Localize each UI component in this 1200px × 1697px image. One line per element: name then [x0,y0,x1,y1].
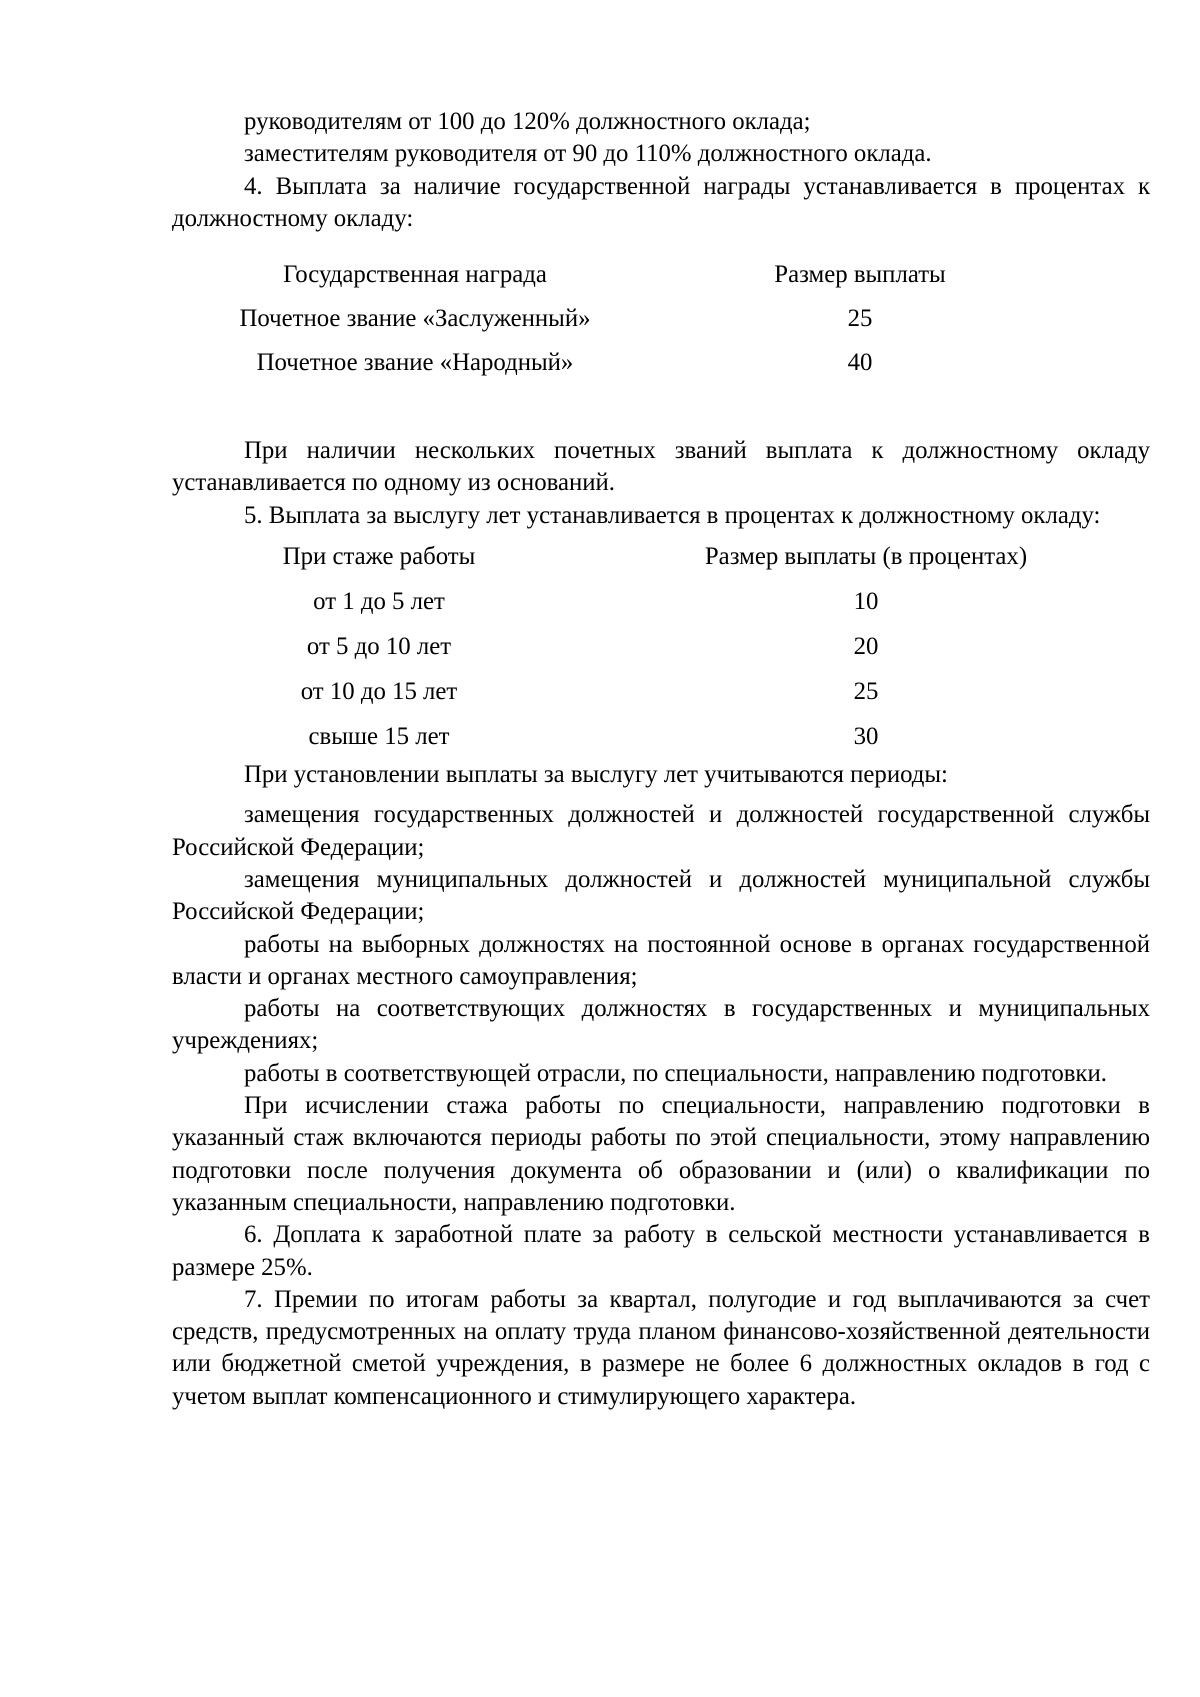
paragraph: При наличии нескольких почетных званий выплата к должностному окладу устанавливается по одному из оснований. [172,437,1150,497]
paragraph: замещения государственных должностей и должностей государственной службы Российской Федерации; [172,801,1150,861]
table-cell: 25 [853,678,879,706]
table-header-row [172,253,1150,297]
table-header-cell: Размер выплаты (в процентах) [704,543,1028,571]
table-row [172,297,1150,341]
paragraph: 6. Доплата к заработной плате за работу в сельской местности устанавливается в размере 25%. [172,1221,1150,1281]
table-header-cell: При стаже работы [282,543,476,571]
paragraph: руководителям от 100 до 120% должностного оклада; [244,108,811,135]
table-cell: свыше 15 лет [308,723,450,751]
award-table [172,253,1150,385]
table-cell: от 1 до 5 лет [313,588,445,616]
service-length-table [172,534,1150,759]
paragraph: замещения муниципальных должностей и должностей муниципальной службы Российской Федерации; [172,865,1150,926]
paragraph: 7. Премии по итогам работы за квартал, полугодие и год выплачиваются за счет средств, предусмотренных на оплату труда планом финансово-хозяйственной деятельности или бюджетной сметой учреждения, в размере не более 6 должностных окладов в год с учетом выплат компенсационного и стимулирующего характера. [172,1285,1150,1410]
table-cell: Почетное звание «Народный» [256,349,574,377]
table-header-cell: Государственная награда [283,261,547,289]
paragraph: 5. Выплата за выслугу лет устанавливается в процентах к должностному окладу: [244,501,1101,529]
table-row [172,669,1150,714]
table-row [172,624,1150,669]
table-cell: 25 [847,305,873,333]
paragraph: заместителям руководителя от 90 до 110% должностного оклада. [244,140,932,168]
table-row [172,714,1150,759]
table-cell: Почетное звание «Заслуженный» [239,305,591,333]
paragraph: При установлении выплаты за выслугу лет учитываются периоды: [244,761,948,789]
paragraph: работы в соответствующей отрасли, по специальности, направлению подготовки. [244,1059,1107,1087]
table-cell: от 10 до 15 лет [300,678,458,706]
paragraph: работы на соответствующих должностях в государственных и муниципальных учреждениях; [172,995,1150,1055]
table-cell: 10 [853,588,879,616]
paragraph: При исчислении стажа работы по специальности, направлению подготовки в указанный стаж включаются периоды работы по этой специальности, этому направлению подготовки после получения документа об образовании и (или) о квалификации по указанным специальности, направлению подготовки. [172,1092,1150,1216]
table-cell: 40 [847,349,873,377]
table-header-cell: Размер выплаты [774,261,946,289]
table-header-row [172,534,1150,579]
paragraph: 4. Выплата за наличие государственной награды устанавливается в процентах к должностному окладу: [172,172,1150,232]
table-cell: 20 [853,633,879,661]
table-row [172,341,1150,385]
table-cell: от 5 до 10 лет [306,633,452,661]
paragraph: работы на выборных должностях на постоянной основе в органах государственной власти и органах местного самоуправления; [172,930,1150,990]
table-cell: 30 [853,723,879,751]
table-row [172,579,1150,624]
